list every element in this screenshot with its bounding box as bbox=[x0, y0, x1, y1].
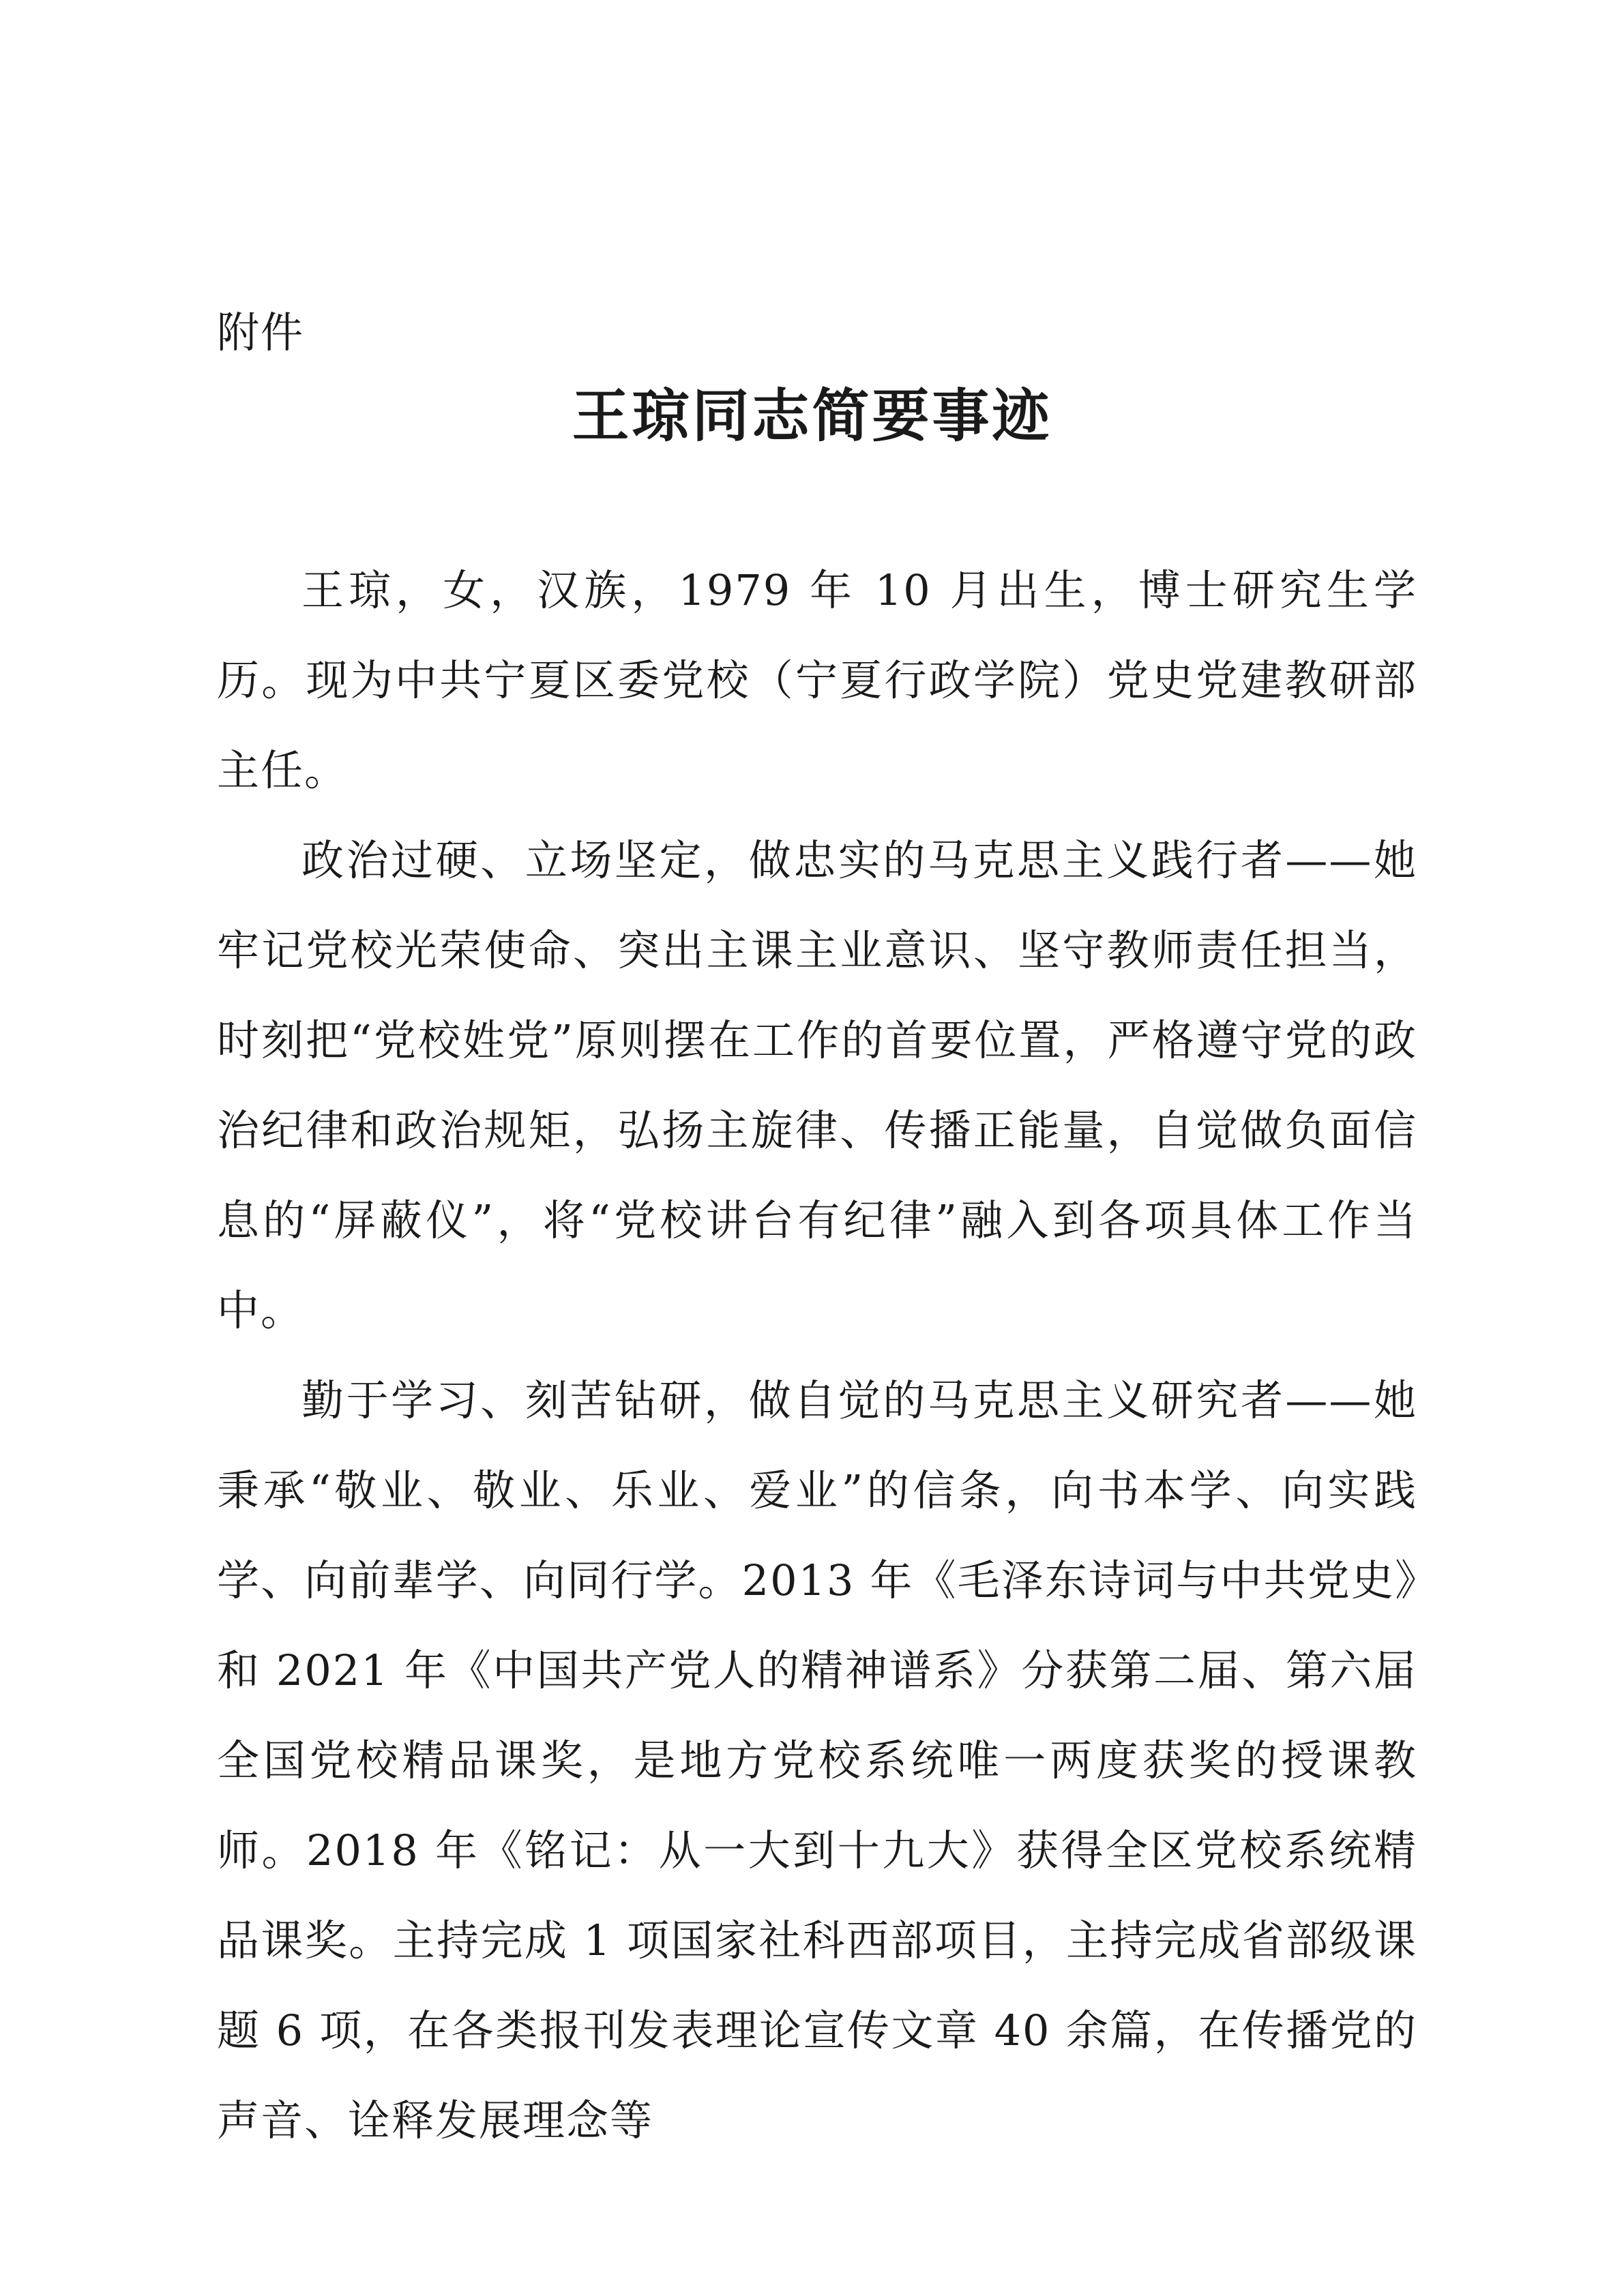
attachment-label: 附件 bbox=[217, 308, 305, 357]
paragraph-intro: 王琼，女，汉族，1979 年 10 月出生，博士研究生学历。现为中共宁夏区委党校（宁夏行政学院）党史党建教研部主任。 bbox=[217, 565, 1417, 795]
document-body bbox=[217, 546, 1417, 2166]
document-title: 王琼同志简要事迹 bbox=[572, 382, 1052, 449]
paragraph-study: 勤于学习、刻苦钻研，做自觉的马克思主义研究者——她秉承“敬业、敬业、乐业、爱业”的信条，向书本学、向实践学、向前辈学、向同行学。2013 年《毛泽东诗词与中共党史》和 2021 年《中国共产党人的精神谱系》分获第二届、第六届全国党校精品课奖，是地方党校系统唯一两度获奖的授课教师。2018 年《铭记：从一大到十九大》获得全区党校系统精品课奖。主持完成 1 项国家社科西部项目，主持完成省部级课题 6 项，在各类报刊发表理论宣传文章 40 余篇，在传播党的声音、诠释发展理念等 bbox=[217, 1375, 1417, 2145]
paragraph-political: 政治过硬、立场坚定，做忠实的马克思主义践行者——她牢记党校光荣使命、突出主课主业意识、坚守教师责任担当，时刻把“党校姓党”原则摆在工作的首要位置，严格遵守党的政治纪律和政治规矩，弘扬主旋律、传播正能量，自觉做负面信息的“屏蔽仪”，将“党校讲台有纪律”融入到各项具体工作当中。 bbox=[217, 835, 1417, 1335]
